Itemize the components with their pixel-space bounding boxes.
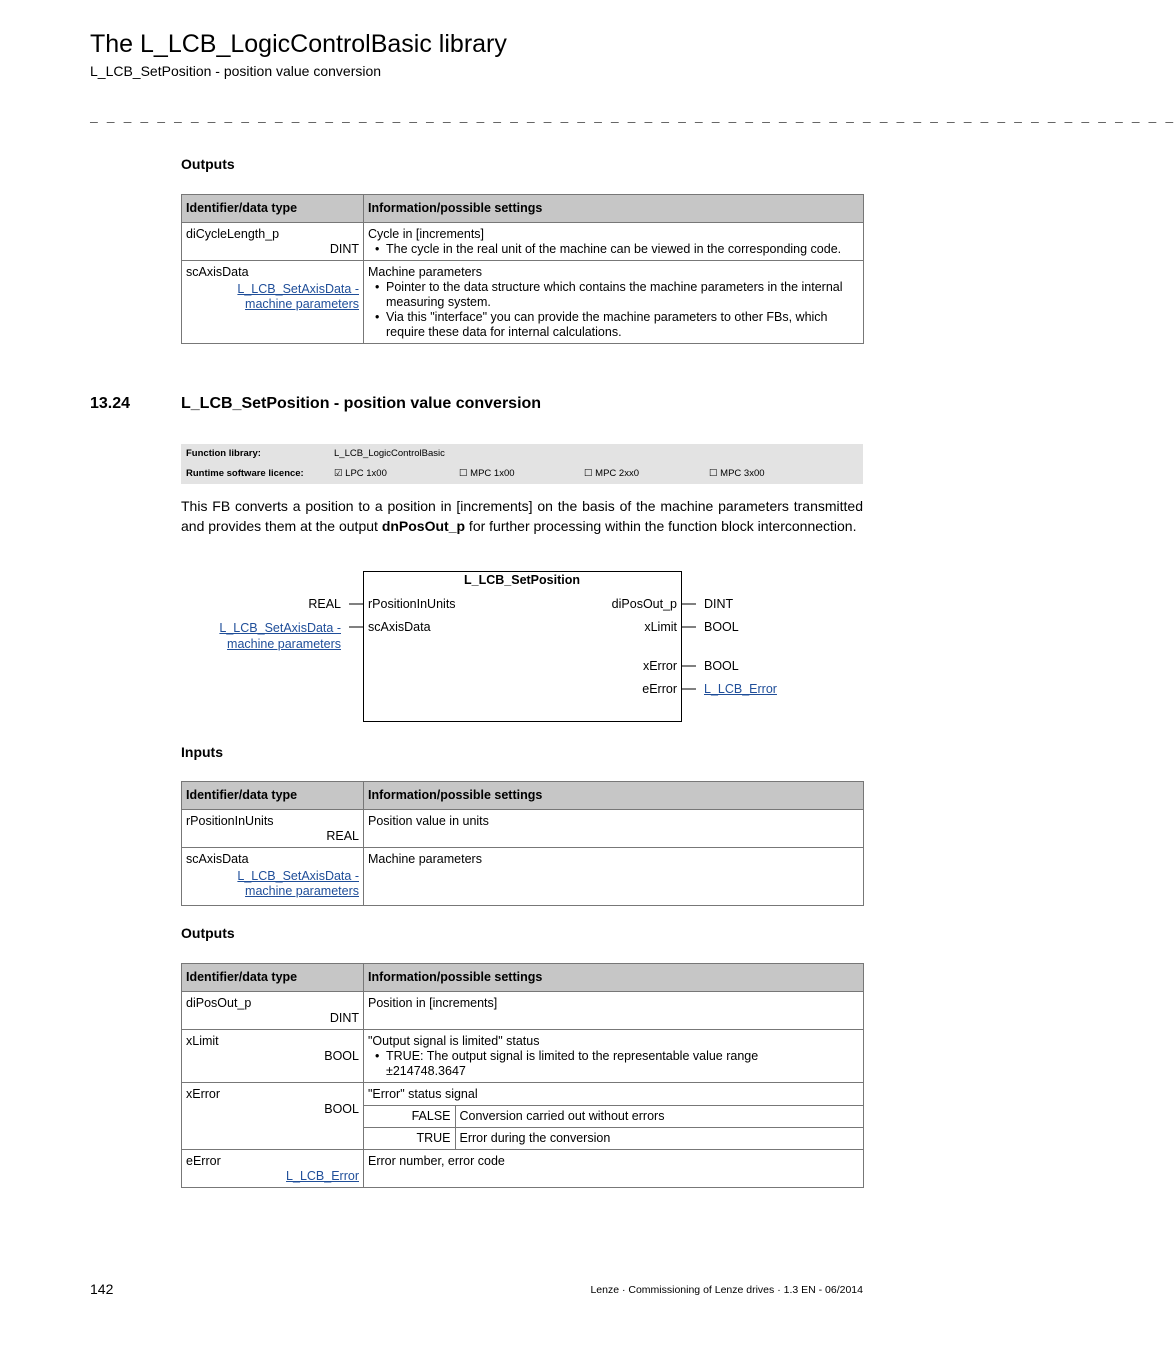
function-block-box <box>364 572 682 722</box>
table-row <box>182 848 864 906</box>
column-header-information: Information/possible settings <box>364 964 864 992</box>
table-header-row <box>182 782 864 810</box>
footer-text: Lenze · Commissioning of Lenze drives · 1.3 EN - 06/2014 <box>590 1284 863 1296</box>
identifier-name: diCycleLength_p <box>186 227 280 241</box>
output-name-bold: dnPosOut_p <box>381 517 466 534</box>
output-type: BOOL <box>704 659 739 673</box>
value-label: TRUE <box>364 1128 455 1150</box>
column-header-information: Information/possible settings <box>364 782 864 810</box>
table-row <box>182 992 864 1030</box>
column-header-identifier: Identifier/data type <box>182 782 364 810</box>
outputs-table <box>181 963 864 1188</box>
value-text: Conversion carried out without errors <box>455 1106 863 1128</box>
table-header-row <box>182 964 864 992</box>
licence-label: Runtime software licence: <box>186 468 304 479</box>
output-name: xError <box>642 659 677 673</box>
licence-mpc-3x00: ☐ MPC 3x00 <box>709 468 765 479</box>
output-name: xLimit <box>644 620 677 634</box>
header-divider: _ _ _ _ _ _ _ _ _ _ _ _ _ _ _ _ _ _ _ _ _ _ _ _ _ _ _ _ _ _ _ _ _ _ _ _ _ _ _ _ _ _ _ _ _ _ _ _ _ _ _ _ _ _ _ _ _ _ _ _ _ _ _ _ _ <box>90 110 1174 125</box>
function-library-label: Function library: <box>186 448 261 459</box>
data-type: BOOL <box>324 1049 359 1063</box>
identifier-name: xError <box>186 1087 221 1101</box>
page-subtitle: L_LCB_SetPosition - position value conversion <box>90 63 382 79</box>
inputs-table <box>181 781 864 906</box>
description-paragraph: This FB converts a position to a position in [increments] on the basis of the machine parameters transmitted and provides them at the output dnPosOut_p for further processing within the function block interconnection. <box>181 498 863 534</box>
function-block-title: L_LCB_SetPosition <box>464 573 580 587</box>
input-name: rPositionInUnits <box>368 597 456 611</box>
table-row <box>182 1150 864 1188</box>
function-library-value: L_LCB_LogicControlBasic <box>334 448 445 459</box>
bullet-item: • Via this "interface" you can provide the machine parameters to other FBs, which require these data for internal calculations. <box>368 310 859 340</box>
data-type: DINT <box>329 1011 359 1025</box>
page-title: The L_LCB_LogicControlBasic library <box>90 30 507 58</box>
bullet-item: • TRUE: The output signal is limited to the representable value range ±214748.3647 <box>368 1049 859 1079</box>
output-type: DINT <box>704 597 734 611</box>
row-description: "Error" status signal <box>368 1087 478 1101</box>
data-type-link[interactable]: L_LCB_SetAxisData - machine parameters <box>237 869 359 898</box>
licence-lpc-1x00: ☑ LPC 1x00 <box>334 468 387 479</box>
value-row <box>364 1106 863 1128</box>
value-row <box>364 1128 863 1150</box>
data-type-link[interactable]: L_LCB_Error <box>286 1169 359 1183</box>
identifier-name: scAxisData <box>186 852 249 866</box>
row-description: Position value in units <box>368 814 489 828</box>
output-name: eError <box>642 682 677 696</box>
row-description: Machine parameters <box>368 852 482 866</box>
licence-mpc-1x00: ☐ MPC 1x00 <box>459 468 515 479</box>
identifier-name: scAxisData <box>186 265 249 279</box>
inputs-heading: Inputs <box>181 744 223 760</box>
data-type-link[interactable]: L_LCB_SetAxisData - machine parameters <box>237 282 359 311</box>
licence-mpc-2xx0: ☐ MPC 2xx0 <box>584 468 639 479</box>
table-row <box>182 1030 864 1083</box>
column-header-information: Information/possible settings <box>364 195 864 223</box>
outputs-heading-prev: Outputs <box>181 156 235 172</box>
bullet-item: • The cycle in the real unit of the machine can be viewed in the corresponding code. <box>368 242 859 257</box>
data-type: REAL <box>326 829 359 843</box>
value-table <box>364 1105 863 1149</box>
bullet-item: • Pointer to the data structure which contains the machine parameters in the internal measuring system. <box>368 280 859 310</box>
output-type-link[interactable]: L_LCB_Error <box>704 682 777 696</box>
value-text: Error during the conversion <box>455 1128 863 1150</box>
data-type: BOOL <box>324 1102 359 1116</box>
identifier-name: rPositionInUnits <box>186 814 274 828</box>
column-header-identifier: Identifier/data type <box>182 195 364 223</box>
input-name: scAxisData <box>368 620 431 634</box>
value-label: FALSE <box>364 1106 455 1128</box>
output-type: BOOL <box>704 620 739 634</box>
input-type: REAL <box>308 597 341 611</box>
identifier-name: diPosOut_p <box>186 996 252 1010</box>
row-description: Error number, error code <box>368 1154 505 1168</box>
page-number: 142 <box>90 1281 114 1297</box>
table-row <box>182 1083 864 1150</box>
section-title: L_LCB_SetPosition - position value conversion <box>181 395 542 412</box>
identifier-name: eError <box>186 1154 221 1168</box>
row-description: Machine parameters <box>368 265 482 279</box>
row-description: Position in [increments] <box>368 996 498 1010</box>
input-type-link[interactable]: L_LCB_SetAxisData - machine parameters <box>219 621 341 651</box>
identifier-name: xLimit <box>186 1034 219 1048</box>
section-number: 13.24 <box>90 395 131 412</box>
output-name: diPosOut_p <box>611 597 677 611</box>
column-header-identifier: Identifier/data type <box>182 964 364 992</box>
row-description: Cycle in [increments] <box>368 227 485 241</box>
data-type: DINT <box>329 242 359 256</box>
table-row <box>182 810 864 848</box>
outputs-heading: Outputs <box>181 925 235 941</box>
row-description: "Output signal is limited" status <box>368 1034 540 1048</box>
